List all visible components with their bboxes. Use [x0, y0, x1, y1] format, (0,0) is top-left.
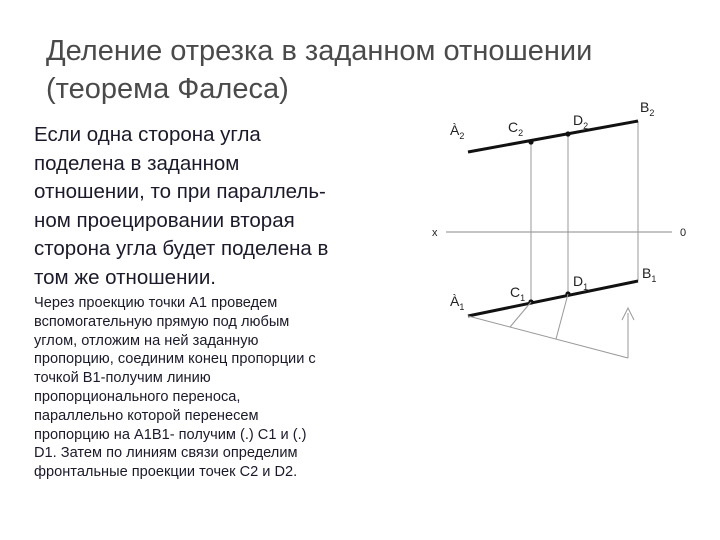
- statement-line: поделена в заданном: [34, 151, 240, 175]
- title-line-2: (теорема Фалеса): [46, 73, 289, 105]
- description-line: Через проекцию точки А1 проведем: [34, 295, 278, 311]
- axis-0-label: 0: [680, 227, 687, 239]
- label-a2: $À_2$: [450, 122, 465, 141]
- description-line: параллельно которой перенесем: [34, 407, 259, 424]
- label-c2: $C_2$: [508, 119, 524, 138]
- description-line: точкой В1-получим линию: [34, 370, 211, 387]
- description-line: фронтальные проекции точек С2 и D2.: [34, 464, 298, 481]
- label-c1: $C_1$: [510, 284, 526, 303]
- axis-x-label: x: [432, 227, 438, 239]
- label-b1: $B_1$: [642, 265, 657, 284]
- statement-line: Если одна сторона угла: [34, 123, 261, 146]
- statement-line: ном проецировании вторая: [34, 208, 295, 232]
- transfer-line-d: [556, 294, 568, 339]
- label-d1: $D_1$: [573, 273, 589, 292]
- label-a1: $À_1$: [450, 293, 465, 312]
- segment-a2b2: [468, 121, 638, 152]
- statement-line: отношении, то при параллель-: [34, 180, 326, 203]
- statement-line: том же отношении.: [34, 265, 216, 289]
- segment-a1b1: [468, 281, 638, 316]
- description-line: пропорцию на А1В1- получим (.) С1 и (.): [34, 426, 307, 443]
- label-d2: $D_2$: [573, 112, 589, 131]
- description-line: пропорцию, соединим конец пропорции с: [34, 351, 316, 368]
- description-line: пропорционального переноса,: [34, 388, 241, 405]
- statement-line: сторона угла будет поделена в: [34, 237, 329, 260]
- label-b2: $B_2$: [640, 99, 655, 118]
- description-line: углом, отложим на ней заданную: [34, 332, 259, 349]
- description-line: D1. Затем по линиям связи определим: [34, 445, 298, 462]
- point-d2: [565, 131, 570, 136]
- title-line-1: Деление отрезка в заданном отношении: [46, 35, 593, 67]
- auxiliary-ray: [468, 316, 628, 358]
- point-c2: [528, 139, 533, 144]
- description-line: вспомогательную прямую под любым: [34, 313, 290, 330]
